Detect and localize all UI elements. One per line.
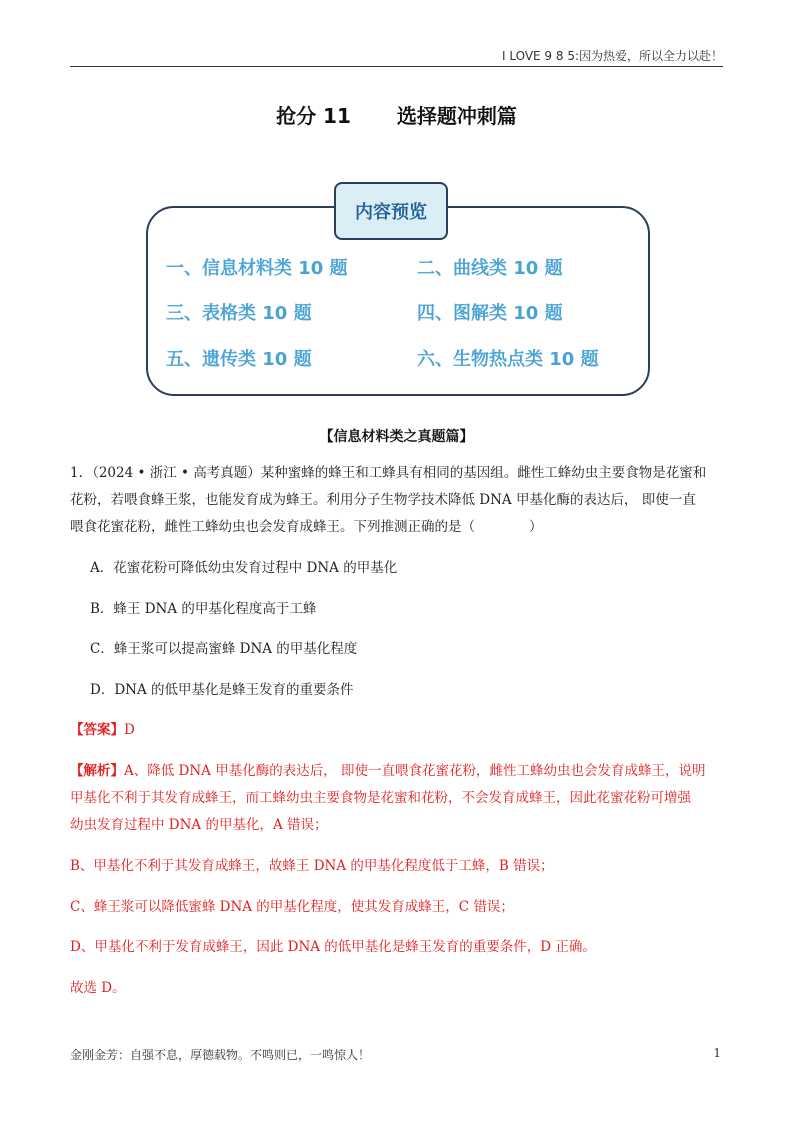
- footer-motto: 金刚金芳：自强不息，厚德载物。不鸣则已，一鸣惊人！: [70, 1048, 371, 1062]
- header-divider: [70, 66, 723, 67]
- option-d: D．DNA 的低甲基化是蜂王发育的重要条件: [90, 682, 354, 698]
- preview-item-hot-topics: 六、生物热点类 10 题: [417, 349, 599, 370]
- analysis-line: D、甲基化不利于发育成蜂王，因此 DNA 的低甲基化是蜂王发育的重要条件，D 正确。: [70, 939, 596, 955]
- header-slogan: I LOVE 9 8 5:因为热爱，所以全力以赴！: [501, 49, 723, 63]
- preview-item-info-material: 一、信息材料类 10 题: [166, 258, 348, 279]
- question-stem-line: 喂食花蜜花粉，雌性工蜂幼虫也会发育成蜂王。下列推测正确的是（ ）: [70, 519, 543, 535]
- analysis-line: B、甲基化不利于其发育成蜂王，故蜂王 DNA 的甲基化程度低于工蜂，B 错误；: [70, 858, 554, 874]
- preview-item-curve: 二、曲线类 10 题: [417, 258, 563, 279]
- analysis-line: [70, 761, 723, 781]
- section-title: 【信息材料类之真题篇】: [319, 429, 474, 445]
- question-stem-line: 花粉，若喂食蜂王浆，也能发育成为蜂王。利用分子生物学技术降低 DNA 甲基化酶的表达后， 即使一直: [70, 492, 696, 508]
- question-stem-line: 1．（2024 • 浙江 • 高考真题）某种蜜蜂的蜂王和工蜂具有相同的基因组。雌性工蜂幼虫主要食物是花蜜和: [70, 465, 707, 481]
- page-number: 1: [713, 1046, 721, 1060]
- option-c: C．蜂王浆可以提高蜜蜂 DNA 的甲基化程度: [90, 641, 358, 657]
- analysis-tag: 【解析】: [70, 763, 124, 779]
- page-title-right: 选择题冲刺篇: [396, 104, 517, 128]
- analysis-line: 甲基化不利于其发育成蜂王，而工蜂幼虫主要食物是花蜜和花粉，不会发育成蜂王，因此花蜜花粉可增强: [70, 790, 691, 806]
- preview-item-diagram: 四、图解类 10 题: [417, 303, 563, 324]
- page-title-left: 抢分 11: [276, 104, 351, 128]
- answer-tag: 【答案】: [70, 722, 124, 738]
- analysis-text: A、降低 DNA 甲基化酶的表达后， 即使一直喂食花蜜花粉，雌性工蜂幼虫也会发育成蜂王，说明: [124, 763, 706, 779]
- analysis-line: C、蜂王浆可以降低蜜蜂 DNA 的甲基化程度，使其发育成蜂王，C 错误；: [70, 899, 514, 915]
- analysis-line: 故选 D。: [70, 980, 126, 996]
- preview-item-genetics: 五、遗传类 10 题: [166, 349, 312, 370]
- answer-line: [70, 720, 723, 740]
- page-title: [0, 100, 793, 129]
- preview-item-table: 三、表格类 10 题: [166, 303, 312, 324]
- option-a: A．花蜜花粉可降低幼虫发育过程中 DNA 的甲基化: [90, 560, 398, 576]
- answer-value: D: [124, 722, 135, 738]
- content-preview-tag: 内容预览: [334, 182, 448, 240]
- analysis-line: 幼虫发育过程中 DNA 的甲基化，A 错误；: [70, 817, 328, 833]
- option-b: B．蜂王 DNA 的甲基化程度高于工蜂: [90, 601, 317, 617]
